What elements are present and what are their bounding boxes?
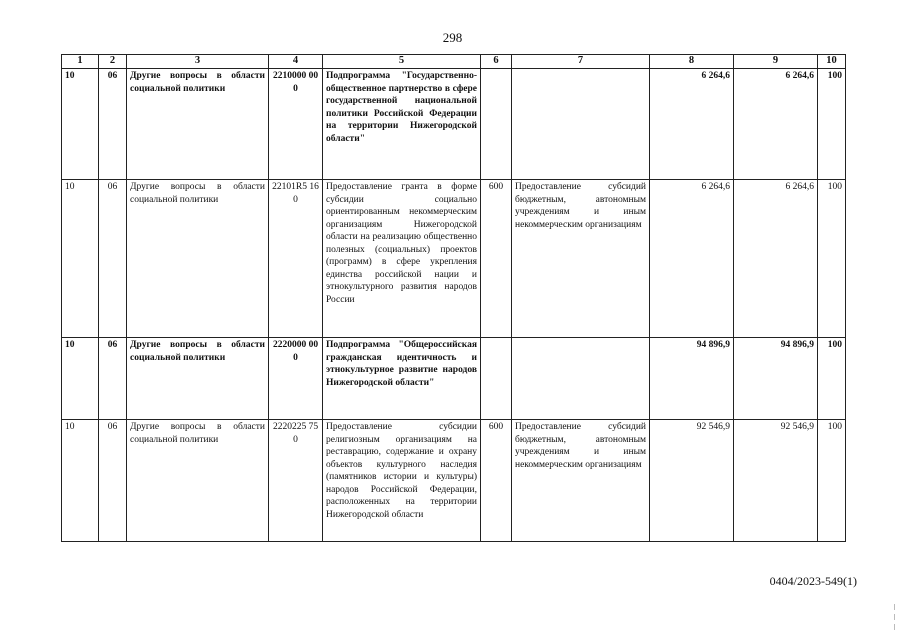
subsection-code: 06 xyxy=(99,69,127,180)
section-code: 10 xyxy=(62,69,99,180)
document-code: 0404/2023-549(1) xyxy=(769,574,857,588)
article-name: Предоставление субсидии религиозным организациям на реставрацию, содержание и охрану объектов культурного наследия (памятников истории и культуры) народов Российской Федерации, расположенных на территории Нижегородской области xyxy=(323,420,481,542)
target-article-code: 2220225 750 xyxy=(269,420,323,542)
header-col-9: 9 xyxy=(734,55,818,69)
execution-percent: 100 xyxy=(818,69,846,180)
actual-amount: 92 546,9 xyxy=(734,420,818,542)
execution-percent: 100 xyxy=(818,420,846,542)
target-article-code: 2210000 000 xyxy=(269,69,323,180)
subsection-code: 06 xyxy=(99,420,127,542)
expense-type-code xyxy=(481,338,512,420)
header-col-1: 1 xyxy=(62,55,99,69)
table-row xyxy=(62,338,846,420)
table-row xyxy=(62,420,846,542)
planned-amount: 6 264,6 xyxy=(650,180,734,338)
scan-edge-mark xyxy=(894,604,895,610)
section-name: Другие вопросы в области социальной политики xyxy=(127,420,269,542)
section-name: Другие вопросы в области социальной политики xyxy=(127,69,269,180)
target-article-code: 22101R5 160 xyxy=(269,180,323,338)
actual-amount: 6 264,6 xyxy=(734,69,818,180)
expense-type-name: Предоставление субсидий бюджетным, автономным учреждениям и иным некоммерческим организациям xyxy=(512,420,650,542)
section-code: 10 xyxy=(62,180,99,338)
expense-type-code: 600 xyxy=(481,180,512,338)
planned-amount: 92 546,9 xyxy=(650,420,734,542)
section-name: Другие вопросы в области социальной политики xyxy=(127,180,269,338)
header-col-10: 10 xyxy=(818,55,846,69)
budget-table xyxy=(61,54,846,542)
actual-amount: 6 264,6 xyxy=(734,180,818,338)
article-name: Предоставление гранта в форме субсидии социально ориентированным некоммерческим организациям Нижегородской области на реализацию общественно полезных (социальных) проектов (программ) в сфере укрепления единства российской нации и этнокультурного развития народов России xyxy=(323,180,481,338)
target-article-code: 2220000 000 xyxy=(269,338,323,420)
header-col-7: 7 xyxy=(512,55,650,69)
header-col-4: 4 xyxy=(269,55,323,69)
execution-percent: 100 xyxy=(818,338,846,420)
actual-amount: 94 896,9 xyxy=(734,338,818,420)
expense-type-code xyxy=(481,69,512,180)
scan-edge-mark xyxy=(894,624,895,630)
article-name: Подпрограмма "Государственно-общественное партнерство в сфере государственной национальной политики Российской Федерации на территории Нижегородской области" xyxy=(323,69,481,180)
header-col-3: 3 xyxy=(127,55,269,69)
header-col-2: 2 xyxy=(99,55,127,69)
execution-percent: 100 xyxy=(818,180,846,338)
planned-amount: 94 896,9 xyxy=(650,338,734,420)
scan-edge-mark xyxy=(894,614,895,620)
article-name: Подпрограмма "Общероссийская гражданская идентичность и этнокультурное развитие народов Нижегородской области" xyxy=(323,338,481,420)
section-name: Другие вопросы в области социальной политики xyxy=(127,338,269,420)
expense-type-name: Предоставление субсидий бюджетным, автономным учреждениям и иным некоммерческим организациям xyxy=(512,180,650,338)
expense-type-code: 600 xyxy=(481,420,512,542)
header-col-8: 8 xyxy=(650,55,734,69)
section-code: 10 xyxy=(62,420,99,542)
table-row xyxy=(62,180,846,338)
section-code: 10 xyxy=(62,338,99,420)
header-row xyxy=(62,55,846,69)
planned-amount: 6 264,6 xyxy=(650,69,734,180)
header-col-5: 5 xyxy=(323,55,481,69)
expense-type-name xyxy=(512,338,650,420)
expense-type-name xyxy=(512,69,650,180)
subsection-code: 06 xyxy=(99,338,127,420)
subsection-code: 06 xyxy=(99,180,127,338)
page-number: 298 xyxy=(442,30,463,45)
table-row xyxy=(62,69,846,180)
header-col-6: 6 xyxy=(481,55,512,69)
